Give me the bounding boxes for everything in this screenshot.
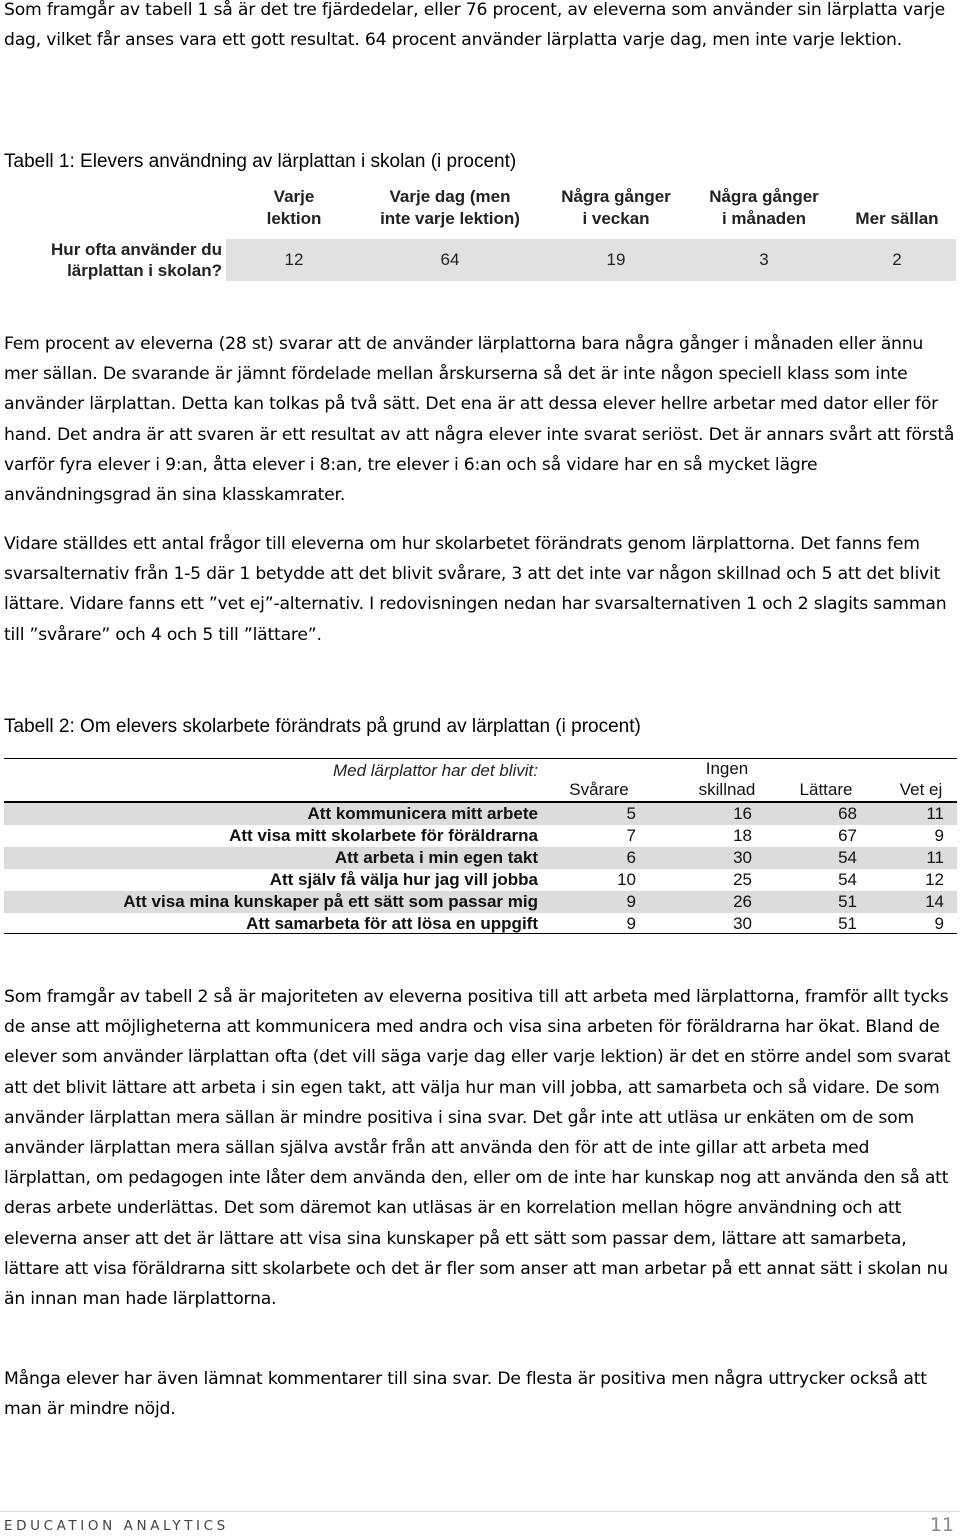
- t2-cell: 16: [733, 804, 752, 823]
- t2-cell: 25: [733, 870, 752, 889]
- t2-row-label: Att visa mitt skolarbete för föräldrarna: [229, 826, 538, 845]
- paragraph-intro: Som framgår av tabell 1 så är det tre fjärdedelar, eller 76 procent, av eleverna som använder sin lärplatta varje dag, vilket får anses vara ett gott resultat. 64 procent använder lärplatta varje dag, men inte varje lektion.: [4, 0, 946, 51]
- t2-header-ingen-skillnad: [672, 758, 782, 800]
- t2-header-line: [786, 758, 866, 779]
- t1-header-line: i månaden: [721, 209, 807, 228]
- t1-header-varje-dag: [360, 186, 540, 230]
- t2-row-label: Att visa mina kunskaper på ett sätt som passar mig: [123, 892, 538, 911]
- t2-cell: 6: [626, 848, 636, 867]
- t2-cell: 54: [838, 870, 857, 889]
- t2-cell: 67: [838, 826, 857, 845]
- t1-row-label-line: lärplattan i skolan?: [67, 261, 222, 280]
- t2-cell: 18: [733, 826, 752, 845]
- table-row: [4, 847, 957, 869]
- t2-cell: 9: [626, 892, 636, 911]
- t1-value: 2: [892, 250, 902, 269]
- t2-header-line: [556, 758, 642, 779]
- t1-header-line: Varje dag (men: [389, 187, 511, 206]
- t1-header-varje-lektion: [252, 186, 336, 230]
- paragraph-kommentarer: Många elever har även lämnat kommentarer till sina svar. De flesta är positiva men några uttrycker också att man är mindre nöjd.: [4, 1369, 927, 1420]
- paragraph-som-framgar-tabell2: Som framgår av tabell 2 så är majoriteten av eleverna positiva till att arbeta med lärplattorna, framför allt tycks de anse att möjligheterna att kommunicera med andra och visa sina arbeten för föräldrarna har ökat. Bland de elever som använder lärplattan ofta (det vill säga varje dag eller varje lektion) är det en större andel som svarat att det blivit lättare att arbeta i sin egen takt, att välja hur man vill jobba, att samarbeta och så vidare. De som använder lärplattan mera sällan är mindre positiva i sina svar. Det går inte att utläsa ur enkäten om de som använder lärplattan mera sällan själva avstår från att använda den för att de inte gillar att arbeta med lärplattan, om pedagogen inte låter dem använda den, eller om de inte har kunskap nog att använda den så att deras arbete underlättas. Det som däremot kan utläsas är en korrelation mellan högre användning och att eleverna anser att det är lättare att visa sina kunskaper på ett sätt som passar dem, lättare att samarbeta, lättare att visa föräldrarna sitt skolarbete och det är fler som anser att man arbetar på ett annat sätt i skolan nu än innan man hade lärplattorna.: [4, 987, 951, 1310]
- paragraph-vidare: Vidare ställdes ett antal frågor till eleverna om hur skolarbetet förändrats genom lärplattorna. Det fanns fem svarsalternativ från 1-5 där 1 betydde att det blivit svårare, 3 att det inte var någon skillnad och 5 att det blivit lättare. Vidare fanns ett ”vet ej”-alternativ. I redovisningen nedan har svarsalternativen 1 och 2 slagits samman till ”svårare” och 4 och 5 till ”lättare”.: [4, 534, 947, 645]
- table-row: [4, 803, 957, 825]
- t2-bottom-rule: [4, 933, 957, 934]
- t1-header-veckan: [548, 186, 684, 230]
- t2-cell: 12: [925, 870, 944, 889]
- t2-header-line: skillnad: [698, 780, 756, 799]
- table-row: [4, 825, 957, 847]
- t2-header-line: Vet ej: [899, 780, 943, 799]
- t2-cell: 54: [838, 848, 857, 867]
- t1-value: 19: [606, 250, 626, 269]
- t2-row-label: Att samarbeta för att lösa en uppgift: [246, 914, 538, 933]
- table2-caption: Tabell 2: Om elevers skolarbete förändrats på grund av lärplattan (i procent): [4, 716, 641, 737]
- t1-header-line: lektion: [266, 209, 322, 228]
- t2-cell: 10: [617, 870, 636, 889]
- t1-header-line: inte varje lektion): [380, 209, 520, 228]
- t2-row-label: Att själv få välja hur jag vill jobba: [269, 870, 538, 889]
- t2-cell: 26: [733, 892, 752, 911]
- t2-cell: 9: [626, 914, 636, 933]
- t1-row-label-line: Hur ofta använder du: [51, 240, 222, 259]
- t2-cell: 51: [838, 914, 857, 933]
- t1-row-label: [0, 239, 222, 281]
- table-row: [4, 891, 957, 913]
- t1-header-line: [842, 186, 952, 208]
- t2-cell: 30: [733, 848, 752, 867]
- footer-rule: [0, 1511, 960, 1512]
- t1-value: 3: [759, 250, 769, 269]
- t1-header-line: Några gånger: [709, 187, 819, 206]
- t2-cell: 11: [926, 848, 944, 867]
- t2-subheading: Med lärplattor har det blivit:: [332, 761, 538, 780]
- t2-header-line: Svårare: [569, 780, 629, 799]
- t2-header-svarare: [556, 758, 642, 800]
- t2-cell: 11: [926, 804, 944, 823]
- t1-header-line: Några gånger: [561, 187, 671, 206]
- t2-cell: 51: [838, 892, 857, 911]
- t2-cell: 30: [733, 914, 752, 933]
- t2-row-label: Att kommunicera mitt arbete: [307, 804, 538, 823]
- t2-header-vet-ej: [886, 758, 956, 800]
- t2-header-line: Lättare: [799, 780, 853, 799]
- t2-cell: 5: [626, 804, 636, 823]
- t2-header-line: [886, 758, 956, 779]
- t2-header-lattare: [786, 758, 866, 800]
- t2-cell: 9: [934, 826, 944, 845]
- page-number: 11: [929, 1514, 954, 1536]
- t2-cell: 14: [925, 892, 944, 911]
- t1-header-line: Mer sällan: [855, 209, 939, 228]
- t2-cell: 68: [838, 804, 857, 823]
- t2-cell: 9: [934, 914, 944, 933]
- t2-header-line: Ingen: [705, 759, 749, 778]
- table-row: [4, 913, 957, 935]
- table-row: [4, 869, 957, 891]
- table1-caption: Tabell 1: Elevers användning av lärplattan i skolan (i procent): [4, 151, 517, 172]
- t2-cell: 7: [626, 826, 636, 845]
- t2-row-label: Att arbeta i min egen takt: [334, 848, 538, 867]
- t1-value: 12: [284, 250, 304, 269]
- footer-brand: EDUCATION ANALYTICS: [4, 1518, 229, 1534]
- t1-value: 64: [440, 250, 460, 269]
- paragraph-fem-procent: Fem procent av eleverna (28 st) svarar att de använder lärplattorna bara några gånger i månaden eller ännu mer sällan. De svarande är jämnt fördelade mellan årskurserna så det är inte någon speciell klass som inte använder lärplattan. Detta kan tolkas på två sätt. Det ena är att dessa elever hellre arbetar med dator eller för hand. Det andra är att svaren är ett resultat av att några elever inte svarat seriöst. Det är annars svårt att förstå varför fyra elever i 9:an, åtta elever i 8:an, tre elever i 6:an och så vidare har en så mycket lägre användningsgrad än sina klasskamrater.: [4, 334, 955, 506]
- t1-header-line: Varje: [273, 187, 315, 206]
- t1-header-line: i veckan: [582, 209, 650, 228]
- t1-header-mer-sallan: [842, 186, 952, 230]
- t1-header-manaden: [694, 186, 834, 230]
